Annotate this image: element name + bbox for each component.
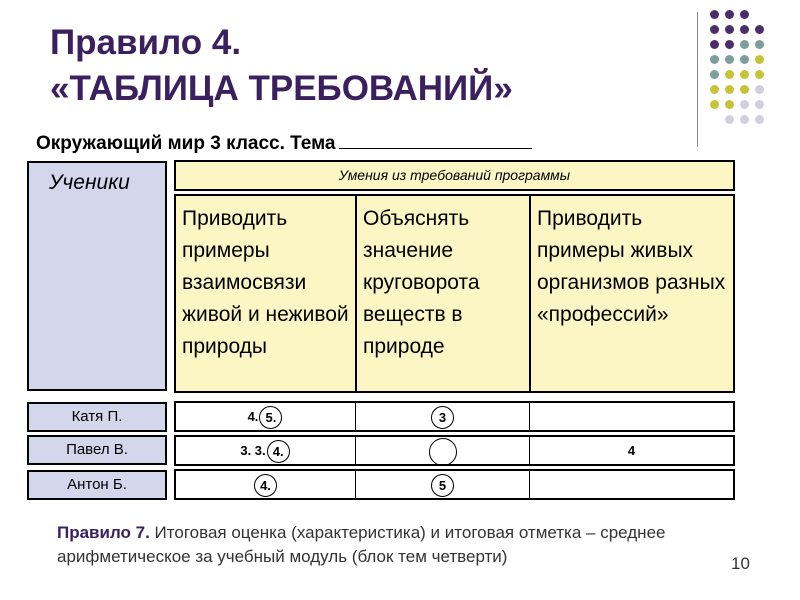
students-header-cell bbox=[27, 161, 167, 391]
topic-blank-line bbox=[339, 130, 532, 149]
table-row bbox=[174, 401, 735, 432]
decor-dot bbox=[755, 85, 764, 94]
mark-plain: 4. bbox=[247, 409, 259, 424]
table-row bbox=[174, 435, 735, 466]
decor-dot bbox=[755, 100, 764, 109]
mark-cell bbox=[355, 437, 529, 464]
decor-dot bbox=[755, 40, 764, 49]
decor-dots bbox=[710, 10, 790, 130]
decor-dot bbox=[725, 40, 734, 49]
slide-title bbox=[50, 20, 670, 112]
title-line-2: «ТАБЛИЦА ТРЕБОВАНИЙ» bbox=[50, 69, 513, 108]
mark-circled: 4. bbox=[254, 474, 277, 497]
mark-circled: 3 bbox=[431, 406, 454, 429]
mark-circled: 5 bbox=[431, 474, 454, 497]
mark-cell bbox=[176, 403, 355, 430]
subtitle bbox=[36, 130, 532, 155]
mark-circle-empty bbox=[429, 438, 457, 466]
decor-dot bbox=[740, 100, 749, 109]
decor-dot bbox=[725, 115, 734, 124]
skill-1: Приводить примеры взаимосвязи живой и неживой природы bbox=[182, 207, 349, 358]
title-line-1: Правило 4. bbox=[50, 23, 242, 62]
mark-plain: 3. 3. bbox=[240, 443, 266, 458]
decor-divider bbox=[697, 12, 698, 147]
mark-cell bbox=[355, 471, 529, 498]
mark-cell bbox=[529, 403, 733, 430]
decor-dot bbox=[725, 10, 734, 19]
mark-cell bbox=[355, 403, 529, 430]
student-name-3: Антон Б. bbox=[27, 470, 167, 500]
decor-dot bbox=[740, 55, 749, 64]
decor-dot bbox=[710, 85, 719, 94]
mark-circled: 5. bbox=[259, 406, 282, 429]
decor-dot bbox=[710, 10, 719, 19]
decor-dot bbox=[740, 70, 749, 79]
page-number: 10 bbox=[731, 554, 750, 573]
decor-dot bbox=[755, 55, 764, 64]
mark-circled: 4. bbox=[267, 440, 290, 463]
decor-dot bbox=[755, 115, 764, 124]
subtitle-text: Окружающий мир 3 класс. Тема bbox=[36, 133, 336, 154]
mark-cell bbox=[176, 437, 355, 464]
mark-cell: 4 bbox=[529, 437, 733, 464]
table-row bbox=[174, 469, 735, 500]
decor-dot bbox=[740, 85, 749, 94]
decor-dot bbox=[740, 10, 749, 19]
decor-dot bbox=[725, 55, 734, 64]
decor-dot bbox=[710, 55, 719, 64]
mark-cell bbox=[529, 471, 733, 498]
decor-dot bbox=[725, 70, 734, 79]
rule-7-label: Правило 7. bbox=[57, 523, 150, 542]
student-name-1: Катя П. bbox=[27, 402, 167, 432]
student-name-2: Павел В. bbox=[27, 435, 167, 465]
decor-dot bbox=[755, 25, 764, 34]
students-header: Ученики bbox=[49, 171, 130, 194]
decor-dot bbox=[710, 100, 719, 109]
decor-dot bbox=[740, 115, 749, 124]
decor-dot bbox=[755, 70, 764, 79]
decor-dot bbox=[725, 85, 734, 94]
skills-header: Умения из требований программы bbox=[174, 160, 735, 191]
skill-3: Приводить примеры живых организмов разных «профессий» bbox=[529, 196, 733, 391]
rule-7-note bbox=[57, 521, 747, 569]
decor-dot bbox=[740, 40, 749, 49]
decor-dot bbox=[710, 25, 719, 34]
decor-dot bbox=[710, 40, 719, 49]
skills-row bbox=[174, 194, 735, 393]
decor-dot bbox=[710, 70, 719, 79]
skill-2: Объяснять значение круговорота веществ в природе bbox=[355, 196, 529, 391]
rule-7-text: Итоговая оценка (характеристика) и итоговая отметка – среднее арифметическое за учебный модуль (блок тем четверти) bbox=[57, 523, 666, 566]
decor-dot bbox=[725, 25, 734, 34]
decor-dot bbox=[740, 25, 749, 34]
mark-cell bbox=[176, 471, 355, 498]
decor-dot bbox=[725, 100, 734, 109]
